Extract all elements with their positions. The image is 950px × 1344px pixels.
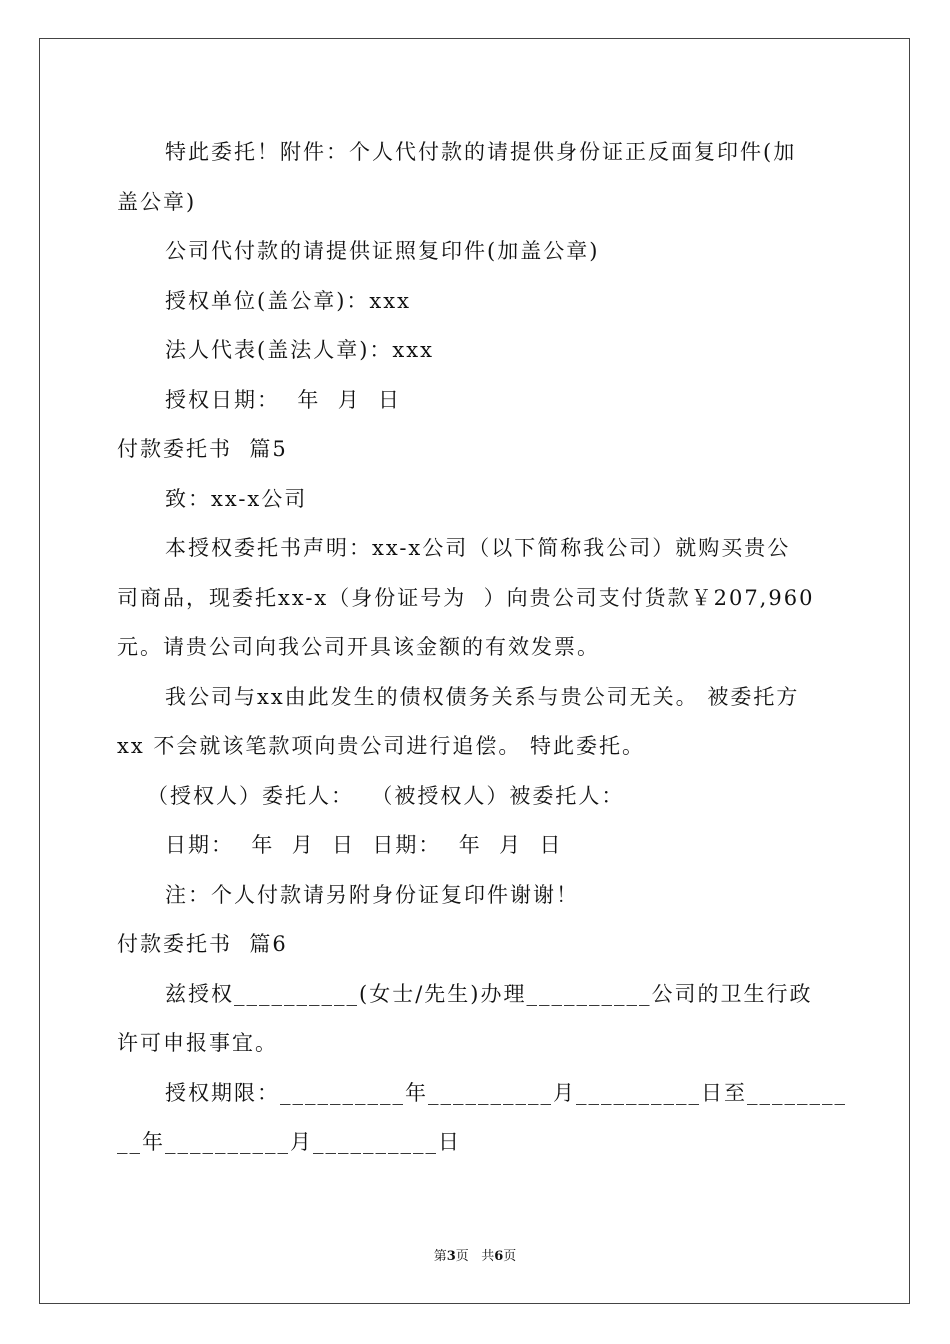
paragraph-line: 特此委托！附件：个人代付款的请提供身份证正反面复印件(加 [165, 140, 797, 164]
total-pages: 6 [494, 1249, 504, 1264]
paragraph-line: 公司代付款的请提供证照复印件(加盖公章) [165, 239, 600, 263]
total-suffix: 页 [503, 1249, 517, 1264]
paragraph-line: 授权日期： 年 月 日 [165, 387, 402, 412]
section-heading: 付款委托书 篇6 [117, 932, 288, 956]
paragraph-line: 元。请贵公司向我公司开具该金额的有效发票。 [117, 635, 600, 659]
paragraph-line: 盖公章) [117, 189, 197, 214]
paragraph-line: 法人代表(盖法人章)：xxx [165, 338, 434, 362]
page-footer [0, 1245, 950, 1264]
paragraph-line: xx 不会就该笔款项向贵公司进行追偿。 特此委托。 [117, 734, 646, 758]
paragraph-line: 我公司与xx由此发生的债权债务关系与贵公司无关。 被委托方 [165, 684, 800, 709]
paragraph-line: 兹授权__________(女士/先生)办理__________公司的卫生行政 [165, 981, 813, 1006]
paragraph-line: 授权期限：__________年__________月__________日至________ [165, 1080, 847, 1105]
paragraph-line: 许可申报事宜。 [117, 1031, 278, 1055]
page-suffix: 页 [455, 1249, 469, 1264]
total-prefix: 共 [481, 1249, 495, 1264]
paragraph-line: （授权人）委托人： （被授权人）被委托人： [147, 783, 625, 808]
paragraph-line: __年__________月__________日 [117, 1130, 461, 1154]
paragraph-line: 日期： 年 月 日 日期： 年 月 日 [165, 833, 563, 857]
paragraph-line: 致：xx-x公司 [165, 486, 308, 511]
document-body [117, 128, 847, 1168]
page-prefix: 第 [433, 1249, 447, 1264]
paragraph-line: 注：个人付款请另附身份证复印件谢谢！ [165, 882, 579, 907]
paragraph-line: 本授权委托书声明：xx-x公司（以下简称我公司）就购买贵公 [165, 536, 791, 560]
paragraph-line: 司商品，现委托xx-x（身份证号为 ）向贵公司支付货款￥207,960 [117, 585, 815, 610]
section-heading: 付款委托书 篇5 [117, 437, 288, 461]
paragraph-line: 授权单位(盖公章)：xxx [165, 288, 411, 313]
page-current: 3 [446, 1249, 456, 1264]
